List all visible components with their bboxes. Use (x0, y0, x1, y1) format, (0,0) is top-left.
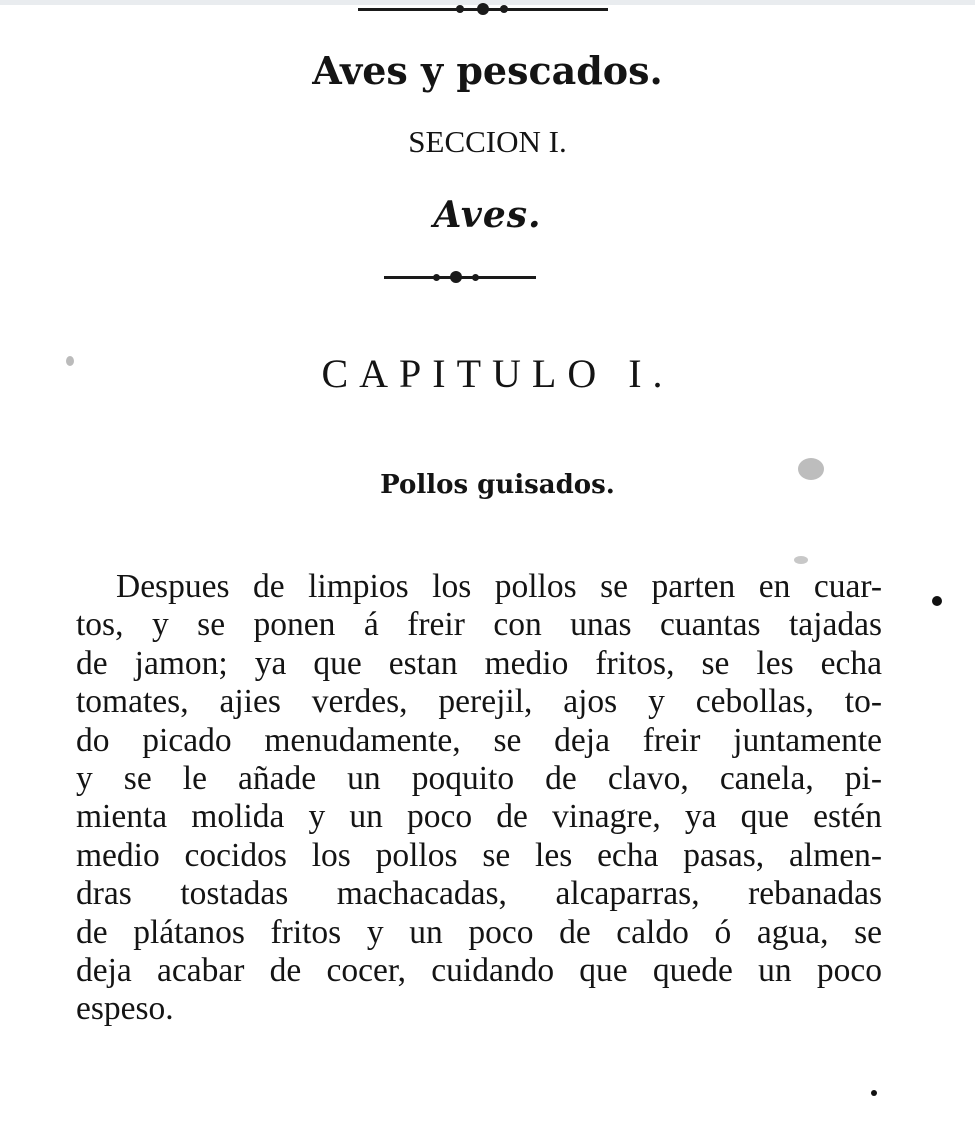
body-line: y se le añade un poquito de clavo, canela, pi- (76, 760, 882, 798)
top-ornament-rule (358, 2, 608, 16)
scan-speck (794, 556, 808, 564)
body-line: espeso. (76, 990, 174, 1028)
body-line: mienta molida y un poco de vinagre, ya que estén (76, 798, 882, 836)
page-title: Aves y pescados. (312, 48, 663, 93)
scan-speck (66, 356, 74, 366)
body-line: tomates, ajies verdes, perejil, ajos y cebollas, to- (76, 683, 882, 721)
scan-speck (871, 1090, 877, 1096)
body-line: Despues de limpios los pollos se parten en cuar- (116, 568, 882, 605)
body-line: de plátanos fritos y un poco de caldo ó agua, se (76, 913, 882, 951)
body-line: tos, y se ponen á freir con unas cuantas tajadas (76, 606, 882, 644)
body-line: dras tostadas machacadas, alcaparras, rebanadas (76, 875, 882, 913)
body-line: de jamon; ya que estan medio fritos, se les echa (76, 644, 882, 682)
scan-speck (932, 596, 942, 606)
scan-speck (798, 458, 824, 480)
recipe-title: Pollos guisados. (380, 470, 615, 500)
body-line: do picado menudamente, se deja freir juntamente (76, 721, 882, 759)
recipe-body (76, 568, 882, 1029)
section-heading: SECCION I. (408, 124, 567, 159)
ornament-rule (384, 270, 536, 284)
body-line: medio cocidos los pollos se les echa pasas, almen- (76, 836, 882, 874)
chapter-heading: CAPITULO I. (321, 351, 674, 396)
subsection-heading: Aves. (433, 194, 542, 236)
body-line: deja acabar de cocer, cuidando que quede un poco (76, 952, 882, 990)
